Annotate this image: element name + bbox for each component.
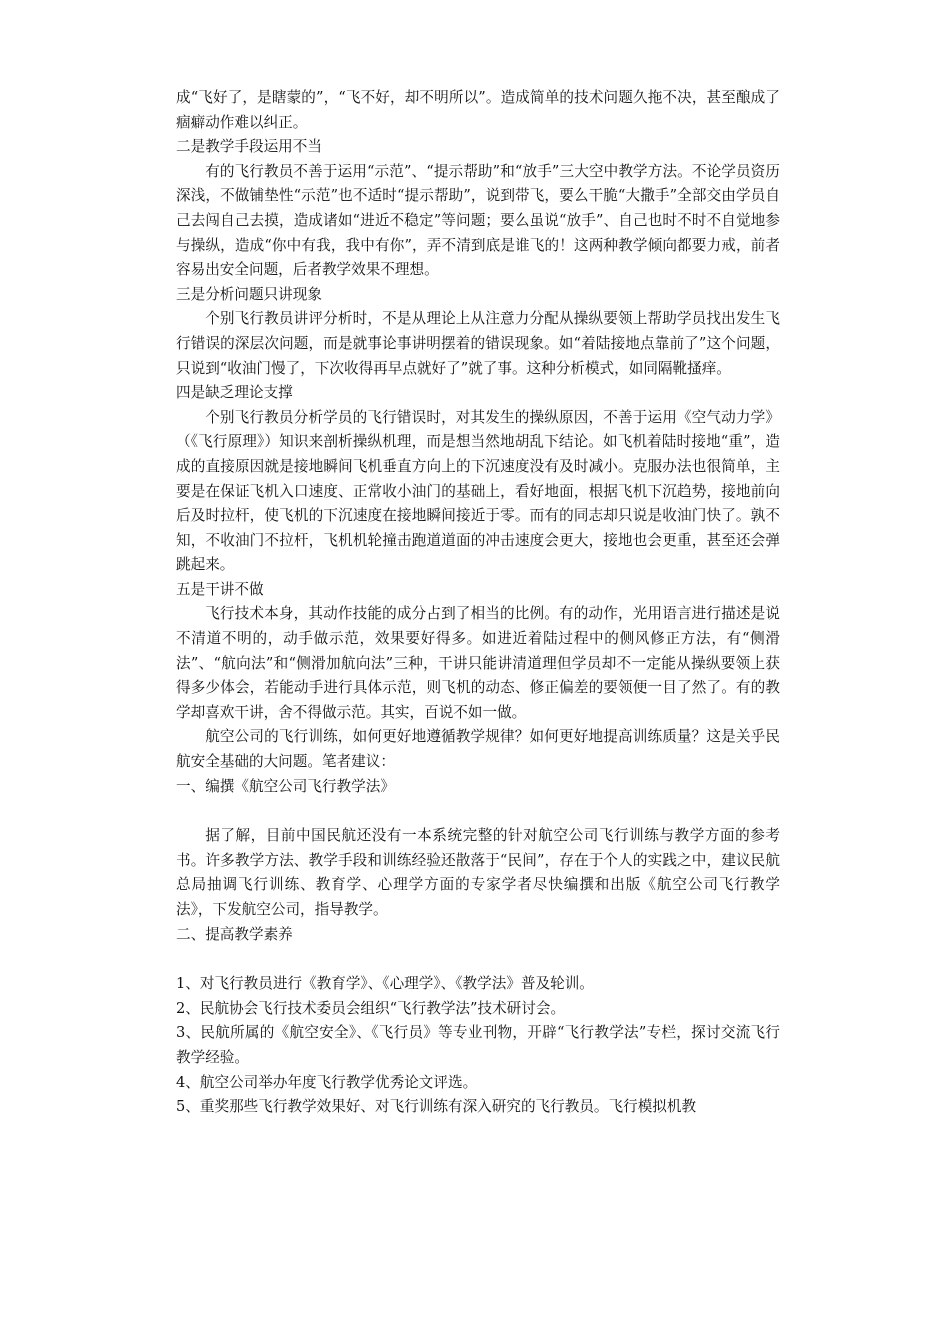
paragraph-analysis-surface: 个别飞行教员讲评分析时，不是从理论上从注意力分配从操纵要领上帮助学员找出发生飞行错误的深层次问题，而是就事论事讲明摆着的错误现象。如“着陆接地点靠前了”这个问题，只说到“收油门慢了，下次收得再早点就好了”就了事。这种分析模式，如同隔靴搔痒。 xyxy=(176,310,780,377)
blank-line xyxy=(176,799,780,824)
paragraph-compile-method: 据了解，目前中国民航还没有一本系统完整的针对航空公司飞行训练与教学方面的参考书。许多教学方法、教学手段和训练经验还散落于“民间”，存在于个人的实践之中，建议民航总局抽调飞行训练、教育学、心理学方面的专家学者尽快编撰和出版《航空公司飞行教学法》，下发航空公司，指导教学。 xyxy=(176,827,780,918)
section-heading-lack-theory: 四是缺乏理论支撑 xyxy=(176,384,293,402)
blank-line xyxy=(176,947,780,972)
document-page xyxy=(176,86,780,1120)
section-heading-compile-method: 一、编撰《航空公司飞行教学法》 xyxy=(176,777,395,795)
list-item: 5、重奖那些飞行教学效果好、对飞行训练有深入研究的飞行教员。飞行模拟机教 xyxy=(176,1098,697,1116)
section-heading-analysis-surface: 三是分析问题只讲现象 xyxy=(176,285,322,303)
paragraph-talk-no-demo: 飞行技术本身，其动作技能的成分占到了相当的比例。有的动作，光用语言进行描述是说不清道不明的，动手做示范，效果要好得多。如进近着陆过程中的侧风修正方法，有“侧滑法”、“航向法”和“侧滑加航向法”三种，干讲只能讲清道理但学员却不一定能从操纵要领上获得多少体会，若能动手进行具体示范，则飞机的动态、修正偏差的要领便一目了然了。有的教学却喜欢干讲，舍不得做示范。其实，百说不如一做。 xyxy=(176,605,780,721)
paragraph-teaching-means: 有的飞行教员不善于运用“示范”、“提示帮助”和“放手”三大空中教学方法。不论学员资历深浅，不做铺垫性“示范”也不适时“提示帮助”，说到带飞，要么干脆“大撒手”全部交由学员自己去闯自己去摸，造成诸如“进近不稳定”等问题；要么虽说“放手”、自己也时不时不自觉地参与操纵，造成“你中有我，我中有你”，弄不清到底是谁飞的！这两种教学倾向都要力戒，前者容易出安全问题，后者教学效果不理想。 xyxy=(176,162,780,279)
list-item: 4、航空公司举办年度飞行教学优秀论文评选。 xyxy=(176,1073,478,1091)
list-item: 1、对飞行教员进行《教育学》、《心理学》、《教学法》普及轮训。 xyxy=(176,975,594,993)
section-heading-talk-no-demo: 五是干讲不做 xyxy=(176,580,264,598)
paragraph-suggestion-intro: 航空公司的飞行训练，如何更好地遵循教学规律？如何更好地提高训练质量？这是关乎民航安全基础的大问题。笔者建议： xyxy=(176,728,780,771)
paragraph-lack-theory: 个别飞行教员分析学员的飞行错误时，对其发生的操纵原因，不善于运用《空气动力学》（《飞行原理》）知识来剖析操纵机理，而是想当然地胡乱下结论。如飞机着陆时接地“重”，造成的直接原因就是接地瞬间飞机垂直方向上的下沉速度没有及时减小。克服办法也很简单，主要是在保证飞机入口速度、正常收小油门的基础上，看好地面，根据飞机下沉趋势，接地前向后及时拉杆，使飞机的下沉速度在接地瞬间接近于零。而有的同志却只说是收油门快了。孰不知，不收油门不拉杆，飞机机轮撞击跑道道面的冲击速度会更大，接地也会更重，甚至还会弹跳起来。 xyxy=(176,408,780,574)
list-item: 3、民航所属的《航空安全》、《飞行员》等专业刊物，开辟“飞行教学法”专栏，探讨交流飞行教学经验。 xyxy=(176,1024,780,1066)
list-item: 2、民航协会飞行技术委员会组织“飞行教学法”技术研讨会。 xyxy=(176,999,566,1017)
paragraph-intro-continuation: 成“飞好了，是瞎蒙的”，“飞不好，却不明所以”。造成简单的技术问题久拖不决，甚至酿成了痼癖动作难以纠正。 xyxy=(176,89,780,131)
section-heading-improve-quality: 二、提高教学素养 xyxy=(176,925,293,943)
section-heading-teaching-means: 二是教学手段运用不当 xyxy=(176,138,322,156)
